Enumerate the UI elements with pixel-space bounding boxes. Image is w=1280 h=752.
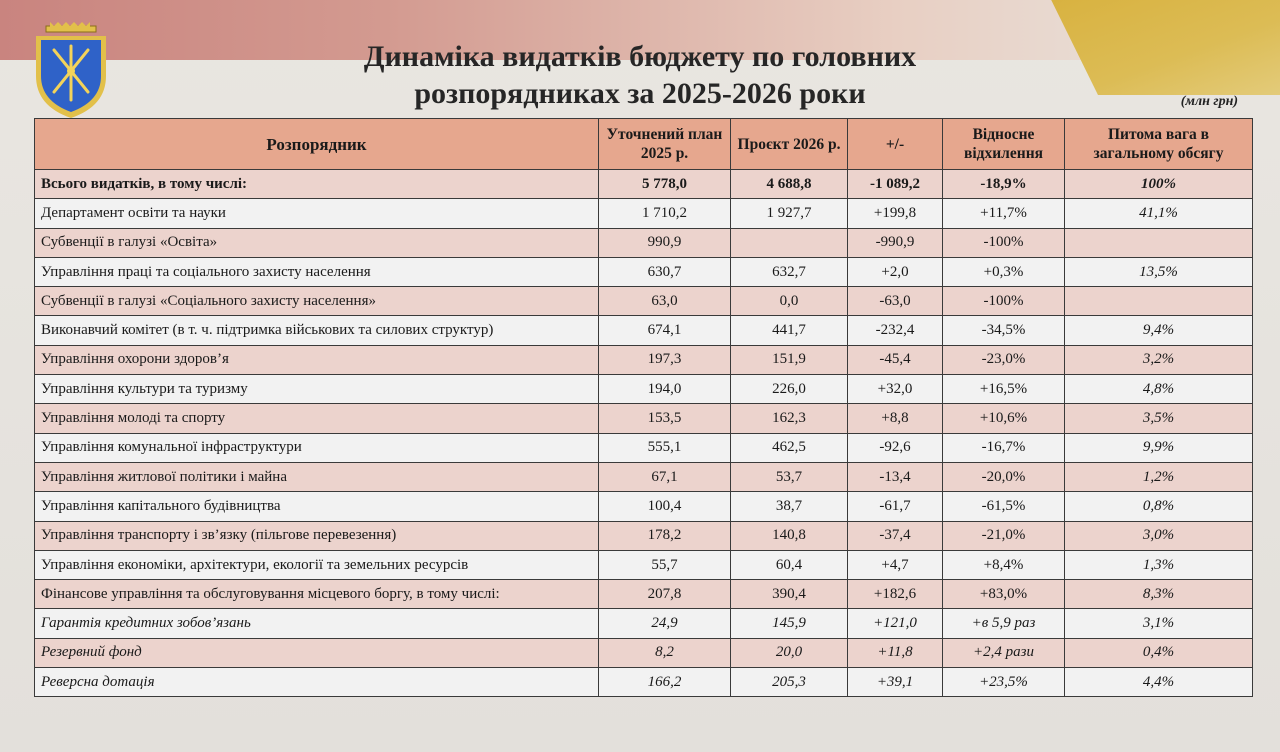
row-name-cell: Управління економіки, архітектури, екології та земельних ресурсів bbox=[35, 550, 599, 579]
plan-2025-cell: 24,9 bbox=[599, 609, 731, 638]
row-name-cell: Всього видатків, в тому числі: bbox=[35, 170, 599, 199]
table-row bbox=[35, 345, 1253, 374]
plan-2025-cell: 555,1 bbox=[599, 433, 731, 462]
row-name-cell: Департамент освіти та науки bbox=[35, 199, 599, 228]
table-row bbox=[35, 287, 1253, 316]
table-row bbox=[35, 668, 1253, 697]
row-name-cell: Управління культури та туризму bbox=[35, 375, 599, 404]
plan-2025-cell: 178,2 bbox=[599, 521, 731, 550]
share-cell: 0,4% bbox=[1065, 638, 1253, 667]
share-cell bbox=[1065, 287, 1253, 316]
row-name-cell: Управління транспорту і зв’язку (пільгове перевезення) bbox=[35, 521, 599, 550]
table-row bbox=[35, 404, 1253, 433]
diff-cell: -45,4 bbox=[848, 345, 943, 374]
header-diff: +/- bbox=[848, 119, 943, 170]
project-2026-cell: 53,7 bbox=[731, 462, 848, 491]
header-project-2026: Проєкт 2026 р. bbox=[731, 119, 848, 170]
row-name-cell: Субвенції в галузі «Соціального захисту населення» bbox=[35, 287, 599, 316]
relative-cell: -61,5% bbox=[943, 492, 1065, 521]
units-label: (млн грн) bbox=[1180, 94, 1238, 109]
relative-cell: +2,4 рази bbox=[943, 638, 1065, 667]
plan-2025-cell: 153,5 bbox=[599, 404, 731, 433]
table-row bbox=[35, 550, 1253, 579]
table-row bbox=[35, 609, 1253, 638]
relative-cell: -34,5% bbox=[943, 316, 1065, 345]
table-row-total bbox=[35, 170, 1253, 199]
diff-cell: -13,4 bbox=[848, 462, 943, 491]
table-body bbox=[35, 170, 1253, 697]
share-cell: 1,3% bbox=[1065, 550, 1253, 579]
diff-cell: -63,0 bbox=[848, 287, 943, 316]
share-cell: 41,1% bbox=[1065, 199, 1253, 228]
header-share: Питома вага в загальному обсягу bbox=[1065, 119, 1253, 170]
project-2026-cell: 226,0 bbox=[731, 375, 848, 404]
diff-cell: +4,7 bbox=[848, 550, 943, 579]
project-2026-cell: 38,7 bbox=[731, 492, 848, 521]
diff-cell: +32,0 bbox=[848, 375, 943, 404]
page-title bbox=[250, 38, 1030, 112]
diff-cell: +2,0 bbox=[848, 257, 943, 286]
relative-cell: -20,0% bbox=[943, 462, 1065, 491]
share-cell: 8,3% bbox=[1065, 580, 1253, 609]
project-2026-cell: 20,0 bbox=[731, 638, 848, 667]
diff-cell: +182,6 bbox=[848, 580, 943, 609]
plan-2025-cell: 5 778,0 bbox=[599, 170, 731, 199]
project-2026-cell: 145,9 bbox=[731, 609, 848, 638]
table-row bbox=[35, 580, 1253, 609]
plan-2025-cell: 166,2 bbox=[599, 668, 731, 697]
row-name-cell: Управління молоді та спорту bbox=[35, 404, 599, 433]
table-row bbox=[35, 521, 1253, 550]
budget-table bbox=[34, 118, 1253, 697]
relative-cell: -23,0% bbox=[943, 345, 1065, 374]
share-cell: 3,0% bbox=[1065, 521, 1253, 550]
relative-cell: +83,0% bbox=[943, 580, 1065, 609]
table-row bbox=[35, 462, 1253, 491]
project-2026-cell bbox=[731, 228, 848, 257]
header-name: Розпорядник bbox=[35, 119, 599, 170]
diff-cell: -990,9 bbox=[848, 228, 943, 257]
project-2026-cell: 140,8 bbox=[731, 521, 848, 550]
row-name-cell: Фінансове управління та обслуговування місцевого боргу, в тому числі: bbox=[35, 580, 599, 609]
share-cell: 1,2% bbox=[1065, 462, 1253, 491]
diff-cell: -37,4 bbox=[848, 521, 943, 550]
plan-2025-cell: 63,0 bbox=[599, 287, 731, 316]
table-row bbox=[35, 492, 1253, 521]
table-header-row bbox=[35, 119, 1253, 170]
plan-2025-cell: 8,2 bbox=[599, 638, 731, 667]
share-cell: 0,8% bbox=[1065, 492, 1253, 521]
relative-cell: +11,7% bbox=[943, 199, 1065, 228]
table-row bbox=[35, 228, 1253, 257]
header-plan-2025: Уточнений план 2025 р. bbox=[599, 119, 731, 170]
row-name-cell: Реверсна дотація bbox=[35, 668, 599, 697]
plan-2025-cell: 100,4 bbox=[599, 492, 731, 521]
row-name-cell: Субвенції в галузі «Освіта» bbox=[35, 228, 599, 257]
row-name-cell: Управління житлової політики і майна bbox=[35, 462, 599, 491]
plan-2025-cell: 1 710,2 bbox=[599, 199, 731, 228]
project-2026-cell: 1 927,7 bbox=[731, 199, 848, 228]
relative-cell: -21,0% bbox=[943, 521, 1065, 550]
share-cell: 13,5% bbox=[1065, 257, 1253, 286]
share-cell: 3,5% bbox=[1065, 404, 1253, 433]
row-name-cell: Управління праці та соціального захисту населення bbox=[35, 257, 599, 286]
relative-cell: +16,5% bbox=[943, 375, 1065, 404]
project-2026-cell: 441,7 bbox=[731, 316, 848, 345]
diff-cell: +11,8 bbox=[848, 638, 943, 667]
project-2026-cell: 390,4 bbox=[731, 580, 848, 609]
project-2026-cell: 4 688,8 bbox=[731, 170, 848, 199]
plan-2025-cell: 674,1 bbox=[599, 316, 731, 345]
plan-2025-cell: 197,3 bbox=[599, 345, 731, 374]
table-row bbox=[35, 638, 1253, 667]
row-name-cell: Резервний фонд bbox=[35, 638, 599, 667]
relative-cell: -100% bbox=[943, 228, 1065, 257]
relative-cell: -16,7% bbox=[943, 433, 1065, 462]
diff-cell: +199,8 bbox=[848, 199, 943, 228]
row-name-cell: Виконавчий комітет (в т. ч. підтримка військових та силових структур) bbox=[35, 316, 599, 345]
relative-cell: +10,6% bbox=[943, 404, 1065, 433]
diff-cell: +121,0 bbox=[848, 609, 943, 638]
table-row bbox=[35, 316, 1253, 345]
share-cell: 4,8% bbox=[1065, 375, 1253, 404]
row-name-cell: Управління охорони здоров’я bbox=[35, 345, 599, 374]
project-2026-cell: 162,3 bbox=[731, 404, 848, 433]
title-line-2: розпорядниках за 2025-2026 роки bbox=[414, 77, 866, 110]
table-row bbox=[35, 433, 1253, 462]
relative-cell: +0,3% bbox=[943, 257, 1065, 286]
row-name-cell: Управління комунальної інфраструктури bbox=[35, 433, 599, 462]
relative-cell: +в 5,9 раз bbox=[943, 609, 1065, 638]
plan-2025-cell: 55,7 bbox=[599, 550, 731, 579]
diff-cell: -1 089,2 bbox=[848, 170, 943, 199]
share-cell: 3,1% bbox=[1065, 609, 1253, 638]
relative-cell: -100% bbox=[943, 287, 1065, 316]
plan-2025-cell: 990,9 bbox=[599, 228, 731, 257]
plan-2025-cell: 194,0 bbox=[599, 375, 731, 404]
table-row bbox=[35, 375, 1253, 404]
relative-cell: -18,9% bbox=[943, 170, 1065, 199]
share-cell: 100% bbox=[1065, 170, 1253, 199]
plan-2025-cell: 207,8 bbox=[599, 580, 731, 609]
relative-cell: +8,4% bbox=[943, 550, 1065, 579]
share-cell: 4,4% bbox=[1065, 668, 1253, 697]
project-2026-cell: 151,9 bbox=[731, 345, 848, 374]
diff-cell: +8,8 bbox=[848, 404, 943, 433]
project-2026-cell: 205,3 bbox=[731, 668, 848, 697]
plan-2025-cell: 630,7 bbox=[599, 257, 731, 286]
project-2026-cell: 0,0 bbox=[731, 287, 848, 316]
diff-cell: +39,1 bbox=[848, 668, 943, 697]
header-relative: Відносне відхилення bbox=[943, 119, 1065, 170]
diff-cell: -61,7 bbox=[848, 492, 943, 521]
title-line-1: Динаміка видатків бюджету по головних bbox=[363, 40, 917, 73]
diff-cell: -232,4 bbox=[848, 316, 943, 345]
share-cell: 9,9% bbox=[1065, 433, 1253, 462]
table-row bbox=[35, 199, 1253, 228]
project-2026-cell: 462,5 bbox=[731, 433, 848, 462]
project-2026-cell: 60,4 bbox=[731, 550, 848, 579]
share-cell bbox=[1065, 228, 1253, 257]
row-name-cell: Гарантія кредитних зобов’язань bbox=[35, 609, 599, 638]
share-cell: 9,4% bbox=[1065, 316, 1253, 345]
share-cell: 3,2% bbox=[1065, 345, 1253, 374]
plan-2025-cell: 67,1 bbox=[599, 462, 731, 491]
project-2026-cell: 632,7 bbox=[731, 257, 848, 286]
coat-of-arms-icon bbox=[32, 22, 110, 122]
row-name-cell: Управління капітального будівництва bbox=[35, 492, 599, 521]
diff-cell: -92,6 bbox=[848, 433, 943, 462]
table-row bbox=[35, 257, 1253, 286]
relative-cell: +23,5% bbox=[943, 668, 1065, 697]
